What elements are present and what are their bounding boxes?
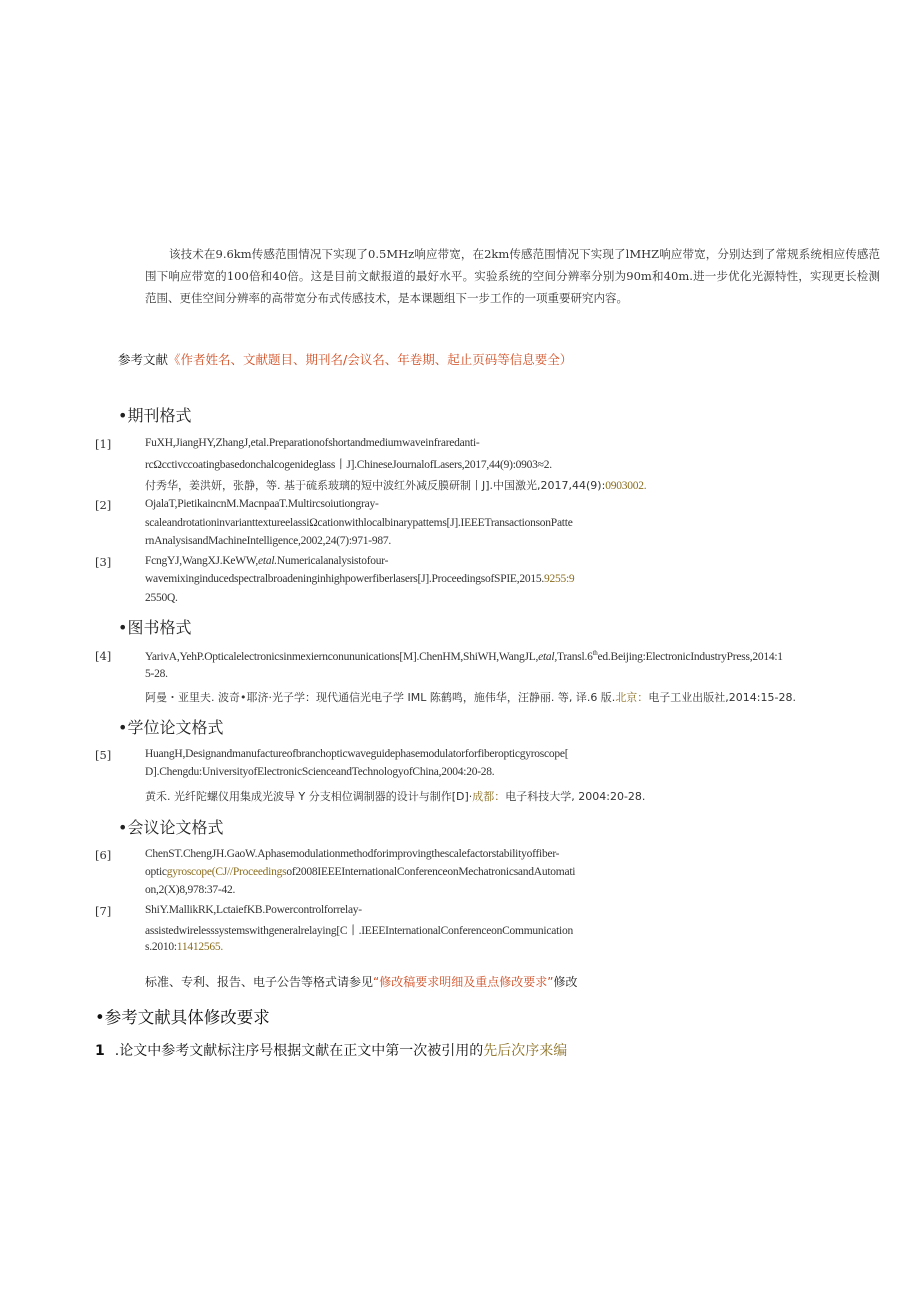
section-journal-format: •期刊格式 — [118, 406, 192, 425]
other-formats-note — [145, 973, 577, 990]
ref-6-optic: optic — [145, 866, 167, 878]
ref-1-line-2: rcΩcctivccoatingbasedonchalcogenideglass丨J].ChineseJournalofLasers,2017,44(9):0903≈2. — [145, 459, 552, 471]
ref-4-etal: etal, — [538, 650, 557, 663]
ref-5-number: [5] — [95, 748, 112, 762]
revision-rule-text: .论文中参考文献标注序号根据文献在正文中第一次被引用的 — [114, 1043, 484, 1059]
ref-6-line-3: on,2(X)8,978:37-42. — [145, 884, 236, 896]
ref-4-line-1 — [145, 649, 783, 663]
ref-5-line-3 — [145, 788, 645, 804]
revision-rule-highlight: 先后次序来编 — [483, 1043, 568, 1059]
ref-3-line-2 — [145, 573, 574, 585]
ref-4-th: th — [592, 649, 598, 657]
references-heading — [118, 350, 572, 368]
ref-4-number: [4] — [95, 649, 112, 663]
ref-1-line-3 — [145, 477, 646, 493]
ref-5-cn-city: 成都： — [472, 790, 506, 803]
other-formats-link: “修改稿要求明细及重点修改要求” — [373, 975, 554, 989]
ref-1-line-3-cn: 付秀华，姜洪妍，张静，等. 基于硫系玻璃的短中波红外减反膜研制丨J].中国激光,2017,44(9): — [145, 479, 606, 492]
ref-5-line-1: HuangH,Designandmanufactureofbranchopticwaveguidephasemodulatorforfiberopticgyroscope[ — [145, 748, 569, 760]
other-formats-text: 标准、专利、报告、电子公告等格式请参见 — [145, 975, 374, 989]
ref-1-line-1: FuXH,JiangHY,ZhangJ,etal.Preparationofshortandmediumwaveinfraredanti- — [145, 437, 480, 449]
revision-rule-number: 1 — [95, 1043, 105, 1059]
ref-6-line-1: ChenST.ChengJH.GaoW.Aphasemodulationmethodforimprovingthescalefactorstabilityoffiber- — [145, 848, 560, 860]
ref-2-line-3: rnAnalysisandMachineIntelligence,2002,24(7):971-987. — [145, 535, 392, 547]
ref-2-line-1: OjalaT,PietikaincnM.MacnpaaT.Multircsoiutiongray- — [145, 498, 379, 510]
ref-6-proceedings: gyroscope(CJ//Proceedings — [166, 866, 287, 878]
ref-3-line-3: 2550Q. — [145, 592, 178, 604]
ref-6-conference: of2008IEEEInternationalConferenceonMechatronicsandAutomati — [286, 866, 576, 878]
ref-4-cn-city: 北京： — [615, 691, 649, 704]
ref-4-authors: YarivA,YehP.Opticalelectronicsinmexiernconununications[M].ChenHM,ShiWH,WangJL, — [145, 650, 539, 663]
ref-3-etal: etal. — [258, 555, 277, 567]
other-formats-end: 修改 — [553, 975, 578, 989]
ref-4-line-3 — [145, 689, 796, 705]
ref-6-number: [6] — [95, 848, 112, 862]
ref-7-pages: 11412565. — [176, 941, 223, 953]
ref-4-line-2: 5-28. — [145, 668, 168, 680]
section-thesis-format: •学位论文格式 — [118, 718, 224, 737]
ref-5-cn-title: 黄禾. 光纤陀螺仪用集成光波导 Y 分支相位调制器的设计与制作[D]· — [145, 790, 473, 803]
revision-rule-1 — [95, 1040, 567, 1060]
ref-5-cn-school: 电子科技大学, 2004:20-28. — [505, 790, 646, 803]
intro-paragraph: 该技术在9.6km传感范围情况下实现了0.5MHz响应带宽，在2km传感范围情况下实现了lMHZ响应带宽，分别达到了常规系统相应传感范围下响应带宽的100倍和40倍。这是目前文献报道的最好水平。实验系统的空间分辨率分别为90m和40m.进一步优化光源特性，实现更长检测范围、更佳空间分辨率的高带宽分布式传感技术，是本课题组下一步工作的一项重要研究内容。 — [145, 247, 880, 305]
ref-6-line-2 — [145, 866, 575, 878]
section-conference-format: •会议论文格式 — [118, 818, 224, 837]
ref-3-title-start: Numericalanalysistofour- — [276, 555, 389, 567]
ref-3-volume: 9255:9 — [543, 573, 575, 585]
ref-4-cn-publisher: 电子工业出版社,2014:15-28. — [648, 691, 796, 704]
ref-7-line-3 — [145, 941, 223, 953]
ref-3-number: [3] — [95, 555, 112, 569]
ref-1-number: [1] — [95, 437, 112, 451]
ref-4-publisher: ed.Beijing:ElectronicIndustryPress,2014:1 — [597, 650, 783, 663]
ref-4-cn-title: 阿曼・亚里夫. 波奇•耶济·光子学：现代通信光电子学 IML 陈鹤鸣，施伟华，汪静丽. 等, 译.6 版. — [145, 691, 616, 704]
ref-1-line-3-page: 0903002. — [605, 480, 647, 492]
references-heading-label: 参考文献 — [118, 352, 169, 367]
ref-3-title-end: wavemixinginducedspectralbroadeninginhighpowerfiberlasers[J].ProceedingsofSPIE,2015. — [145, 573, 544, 585]
references-heading-note: 《作者姓名、文献题目、期刊名/会议名、年卷期、起止页码等信息要全） — [168, 352, 573, 367]
ref-7-line-2: assistedwirelesssystemswithgeneralrelaying[C丨.IEEEInternationalConferenceonCommunication — [145, 925, 573, 937]
section-book-format: •图书格式 — [118, 618, 192, 637]
ref-3-line-1 — [145, 555, 388, 567]
ref-5-line-2: D].Chengdu:UniversityofElectronicScienceandTechnologyofChina,2004:20-28. — [145, 766, 495, 778]
ref-3-authors: FcngYJ,WangXJ.KeWW, — [145, 555, 259, 567]
ref-2-number: [2] — [95, 498, 112, 512]
ref-7-line-1: ShiY.MallikRK,LctaiefKB.Powercontrolforrelay- — [145, 904, 362, 916]
revision-heading: •参考文献具体修改要求 — [95, 1008, 270, 1027]
ref-2-line-2: scaleandrotationinvarianttextureelassiΩcationwithlocalbinarypattems[J].IEEETransactionsonPatte — [145, 517, 573, 529]
ref-7-number: [7] — [95, 904, 112, 918]
ref-7-year: s.2010: — [145, 941, 177, 953]
ref-4-transl: Transl.6 — [556, 650, 593, 663]
